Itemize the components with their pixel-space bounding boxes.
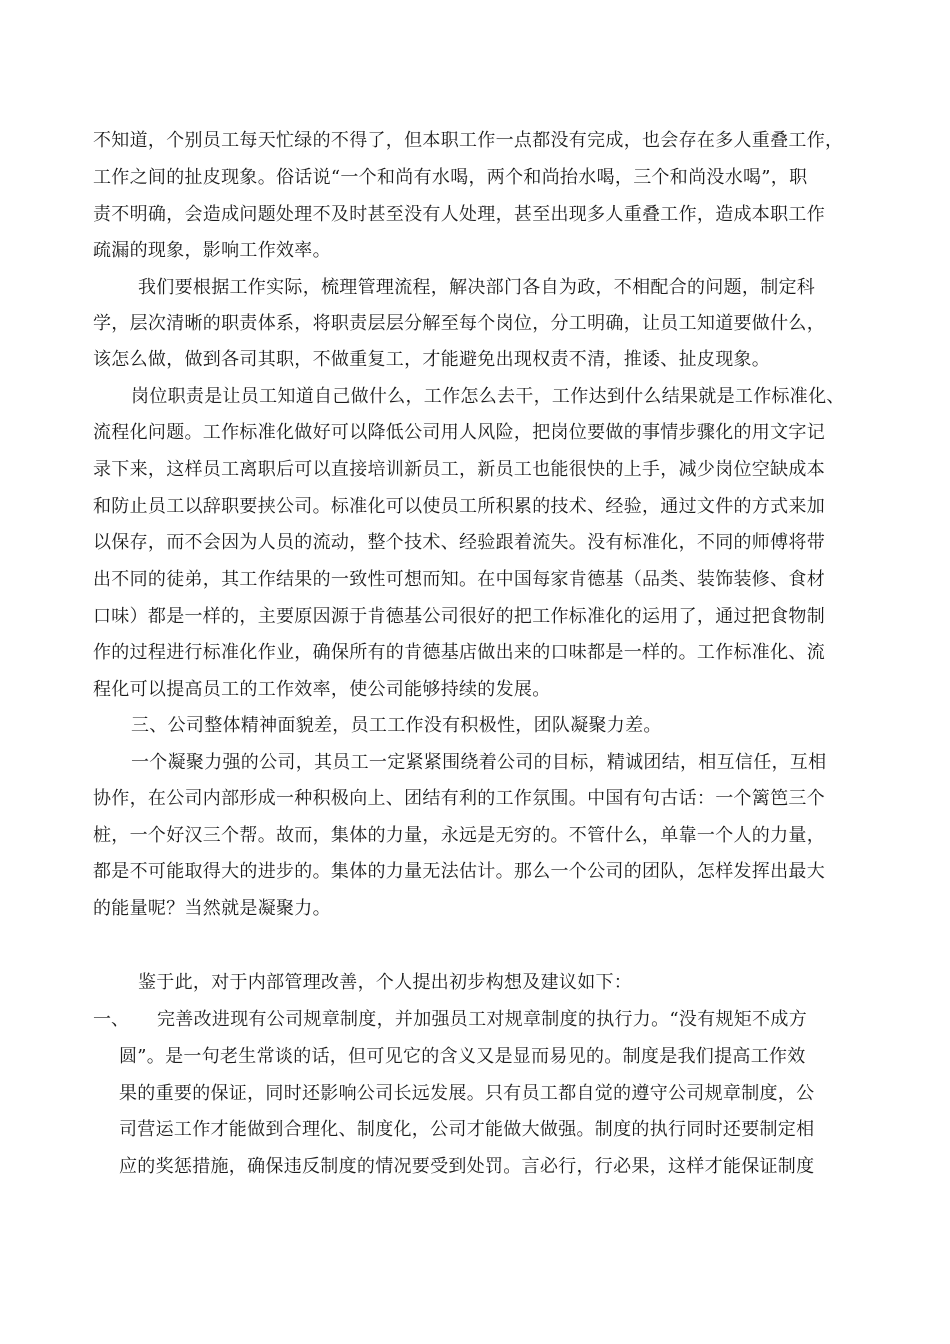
section-heading: 三、公司整体精神面貌差，员工工作没有积极性，团队凝聚力差。 (131, 715, 662, 736)
list-item-text: 司营运工作才能做到合理化、制度化，公司才能做大做强。制度的执行同时还要制定相 (119, 1119, 815, 1140)
text-line: 口味）都是一样的，主要原因源于肯德基公司很好的把工作标准化的运用了，通过把食物制 (93, 606, 825, 627)
text-line: 程化可以提高员工的工作效率，使公司能够持续的发展。 (93, 679, 551, 700)
text-line: 该怎么做，做到各司其职，不做重复工，才能避免出现权责不清，推诿、扯皮现象。 (93, 349, 771, 370)
list-item-text: 应的奖惩措施，确保违反制度的情况要受到处罚。言必行，行必果，这样才能保证制度 (119, 1156, 815, 1177)
text-line: 不知道，个别员工每天忙绿的不得了，但本职工作一点都没有完成，也会存在多人重叠工作， (93, 130, 844, 151)
text-line: 的能量呢？当然就是凝聚力。 (93, 898, 331, 919)
text-line: 都是不可能取得大的进步的。集体的力量无法估计。那么一个公司的团队，怎样发挥出最大 (93, 861, 825, 882)
text-line: 协作，在公司内部形成一种积极向上、团结有利的工作氛围。中国有句古话：一个篱笆三个 (93, 788, 825, 809)
text-line: 我们要根据工作实际，梳理管理流程，解决部门各自为政，不相配合的问题，制定科 (138, 277, 816, 298)
text-line: 岗位职责是让员工知道自己做什么，工作怎么去干，工作达到什么结果就是工作标准化、 (131, 386, 845, 407)
text-line: 以保存，而不会因为人员的流动，整个技术、经验跟着流失。没有标准化，不同的师傅将带 (93, 532, 825, 553)
text-line: 鉴于此，对于内部管理改善，个人提出初步构想及建议如下： (138, 972, 633, 993)
text-line: 疏漏的现象，影响工作效率。 (93, 240, 331, 261)
text-line: 责不明确，会造成问题处理不及时甚至没有人处理，甚至出现多人重叠工作，造成本职工作 (93, 204, 825, 225)
list-item-text: 果的重要的保证，同时还影响公司长远发展。只有员工都自觉的遵守公司规章制度，公 (119, 1083, 815, 1104)
list-item-text: 完善改进现有公司规章制度，并加强员工对规章制度的执行力。“没有规矩不成方 (157, 1009, 807, 1030)
text-line: 一个凝聚力强的公司，其员工一定紧紧围绕着公司的目标，精诚团结，相互信任，互相 (131, 752, 827, 773)
text-line: 作的过程进行标准化作业，确保所有的肯德基店做出来的口味都是一样的。工作标准化、流 (93, 642, 825, 663)
text-line: 工作之间的扯皮现象。俗话说“一个和尚有水喝，两个和尚抬水喝，三个和尚没水喝”，职 (93, 167, 808, 188)
text-line: 出不同的徒弟，其工作结果的一致性可想而知。在中国每家肯德基（品类、装饰装修、食材 (93, 569, 825, 590)
list-marker: 一、 (93, 1009, 129, 1030)
text-line: 录下来，这样员工离职后可以直接培训新员工，新员工也能很快的上手，减少岗位空缺成本 (93, 459, 825, 480)
list-item-text: 圆”。是一句老生常谈的话，但可见它的含义又是显而易见的。制度是我们提高工作效 (119, 1046, 806, 1067)
text-line: 流程化问题。工作标准化做好可以降低公司用人风险，把岗位要做的事情步骤化的用文字记 (93, 422, 825, 443)
text-line: 桩，一个好汉三个帮。故而，集体的力量，永远是无穷的。不管什么，单靠一个人的力量， (93, 825, 825, 846)
text-line: 学，层次清晰的职责体系，将职责层层分解至每个岗位，分工明确，让员工知道要做什么， (93, 313, 825, 334)
text-line: 和防止员工以辞职要挟公司。标准化可以使员工所积累的技术、经验，通过文件的方式来加 (93, 496, 825, 517)
